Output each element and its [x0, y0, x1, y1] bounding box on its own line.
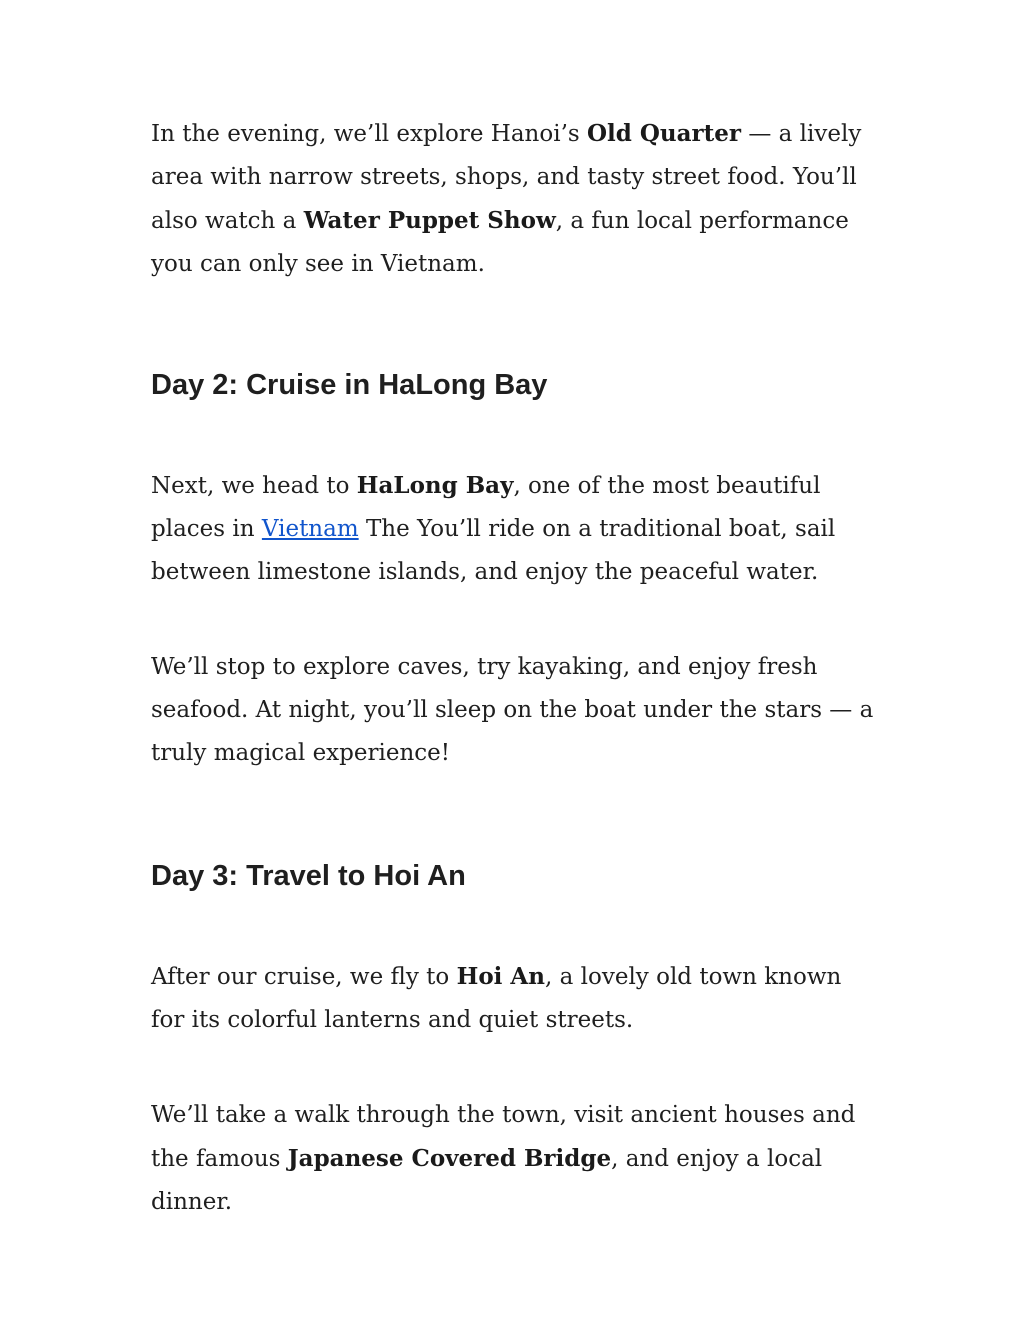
paragraph-evening-hanoi [151, 112, 881, 286]
bold-old-quarter: Old Quarter [587, 120, 742, 147]
text: We’ll take a walk through the town, visit ancient houses and the famous [151, 1102, 856, 1172]
bold-halong-bay: HaLong Bay [356, 472, 514, 499]
paragraph-caves-kayaking: We’ll stop to explore caves, try kayaking, and enjoy fresh seafood. At night, you’ll sleep on the boat under the stars — a truly magical experience! [151, 654, 874, 766]
text: , a lovely old town known for its colorful lanterns and quiet streets. [151, 964, 842, 1033]
vietnam-link[interactable]: Vietnam [261, 516, 359, 542]
text: , and enjoy a local dinner. [151, 1146, 823, 1215]
text: Next, we head to [151, 473, 357, 499]
bold-hoi-an: Hoi An [456, 963, 545, 990]
text: The You’ll ride on a traditional boat, sail between limestone islands, and enjoy the peaceful water. [151, 516, 836, 585]
paragraph-hoi-an [151, 955, 881, 1042]
text: After our cruise, we fly to [151, 964, 457, 990]
heading-day-2: Day 2: Cruise in HaLong Bay [151, 369, 548, 401]
bold-water-puppet-show: Water Puppet Show [303, 207, 556, 234]
text: — a lively area with narrow streets, shops, and tasty street food. You’ll also watch a [151, 121, 862, 234]
paragraph-town-walk [151, 1094, 881, 1224]
text: , a fun local performance you can only see in Vietnam. [151, 208, 849, 277]
bold-japanese-covered-bridge: Japanese Covered Bridge [287, 1145, 612, 1172]
text: , one of the most beautiful places in [151, 473, 821, 542]
heading-day-3: Day 3: Travel to Hoi An [151, 860, 466, 892]
text: In the evening, we’ll explore Hanoi’s [151, 121, 588, 147]
paragraph-halong-bay [151, 464, 881, 594]
